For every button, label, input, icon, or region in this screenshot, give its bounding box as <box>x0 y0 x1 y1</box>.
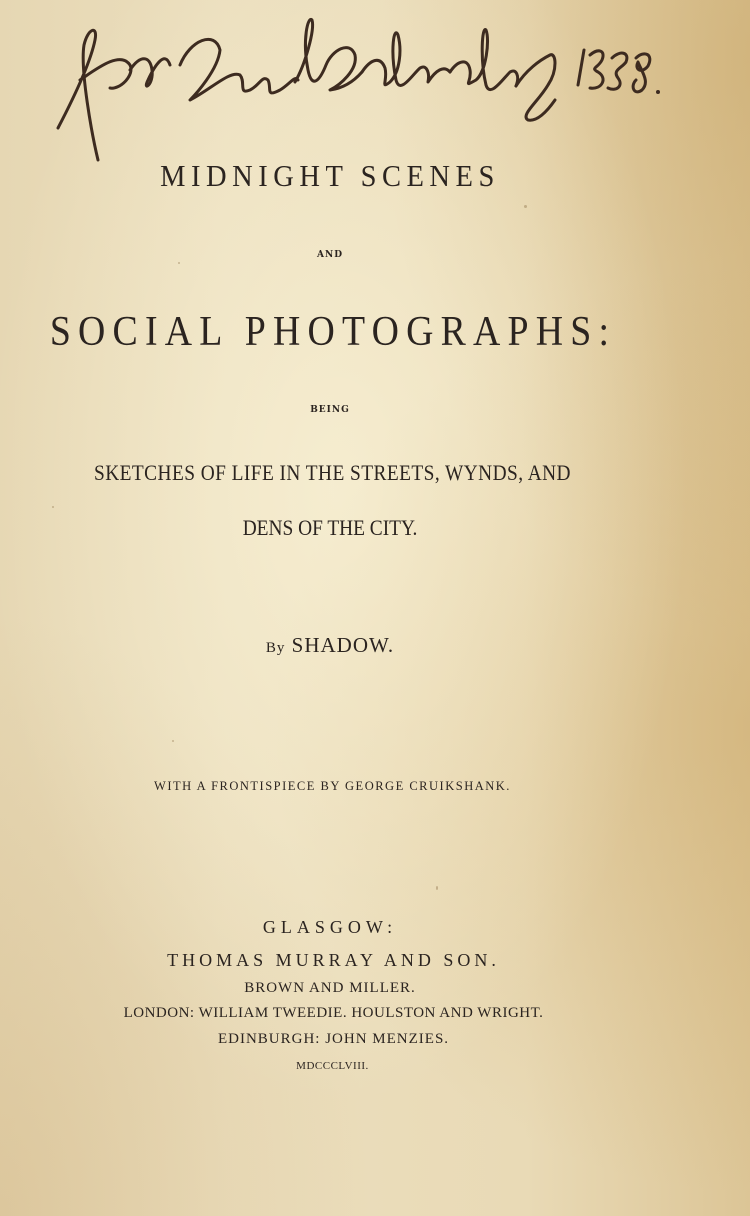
author-line <box>0 633 660 658</box>
imprint-co-publisher: BROWN AND MILLER. <box>244 980 416 996</box>
subtitle-line-2: DENS OF THE CITY. <box>242 515 418 540</box>
imprint-edinburgh: EDINBURGH: JOHN MENZIES. <box>217 1031 450 1047</box>
connector-and: AND <box>316 250 343 260</box>
paper-speck <box>52 506 54 508</box>
paper-speck <box>436 886 438 890</box>
title-line-2: SOCIAL PHOTOGRAPHS: <box>49 309 617 355</box>
imprint-city: GLASGOW: <box>262 917 398 937</box>
connector-being: BEING <box>310 405 350 415</box>
title-line-1: MIDNIGHT SCENES <box>160 158 500 193</box>
frontispiece-note: WITH A FRONTISPIECE BY GEORGE CRUIKSHANK. <box>154 779 511 793</box>
paper-speck <box>172 740 174 742</box>
paper-speck <box>178 262 180 264</box>
author-name: SHADOW. <box>291 633 395 657</box>
imprint-date: MDCCCLVIII. <box>296 1060 369 1072</box>
subtitle-line-1: SKETCHES OF LIFE IN THE STREETS, WYNDS, AND <box>94 460 571 485</box>
author-by: By <box>265 640 286 656</box>
paper-speck <box>524 205 527 208</box>
imprint-publisher: THOMAS MURRAY AND SON. <box>167 950 500 970</box>
handwritten-signature <box>50 10 670 170</box>
imprint-london: LONDON: WILLIAM TWEEDIE. HOULSTON AND WRIGHT. <box>123 1005 544 1021</box>
